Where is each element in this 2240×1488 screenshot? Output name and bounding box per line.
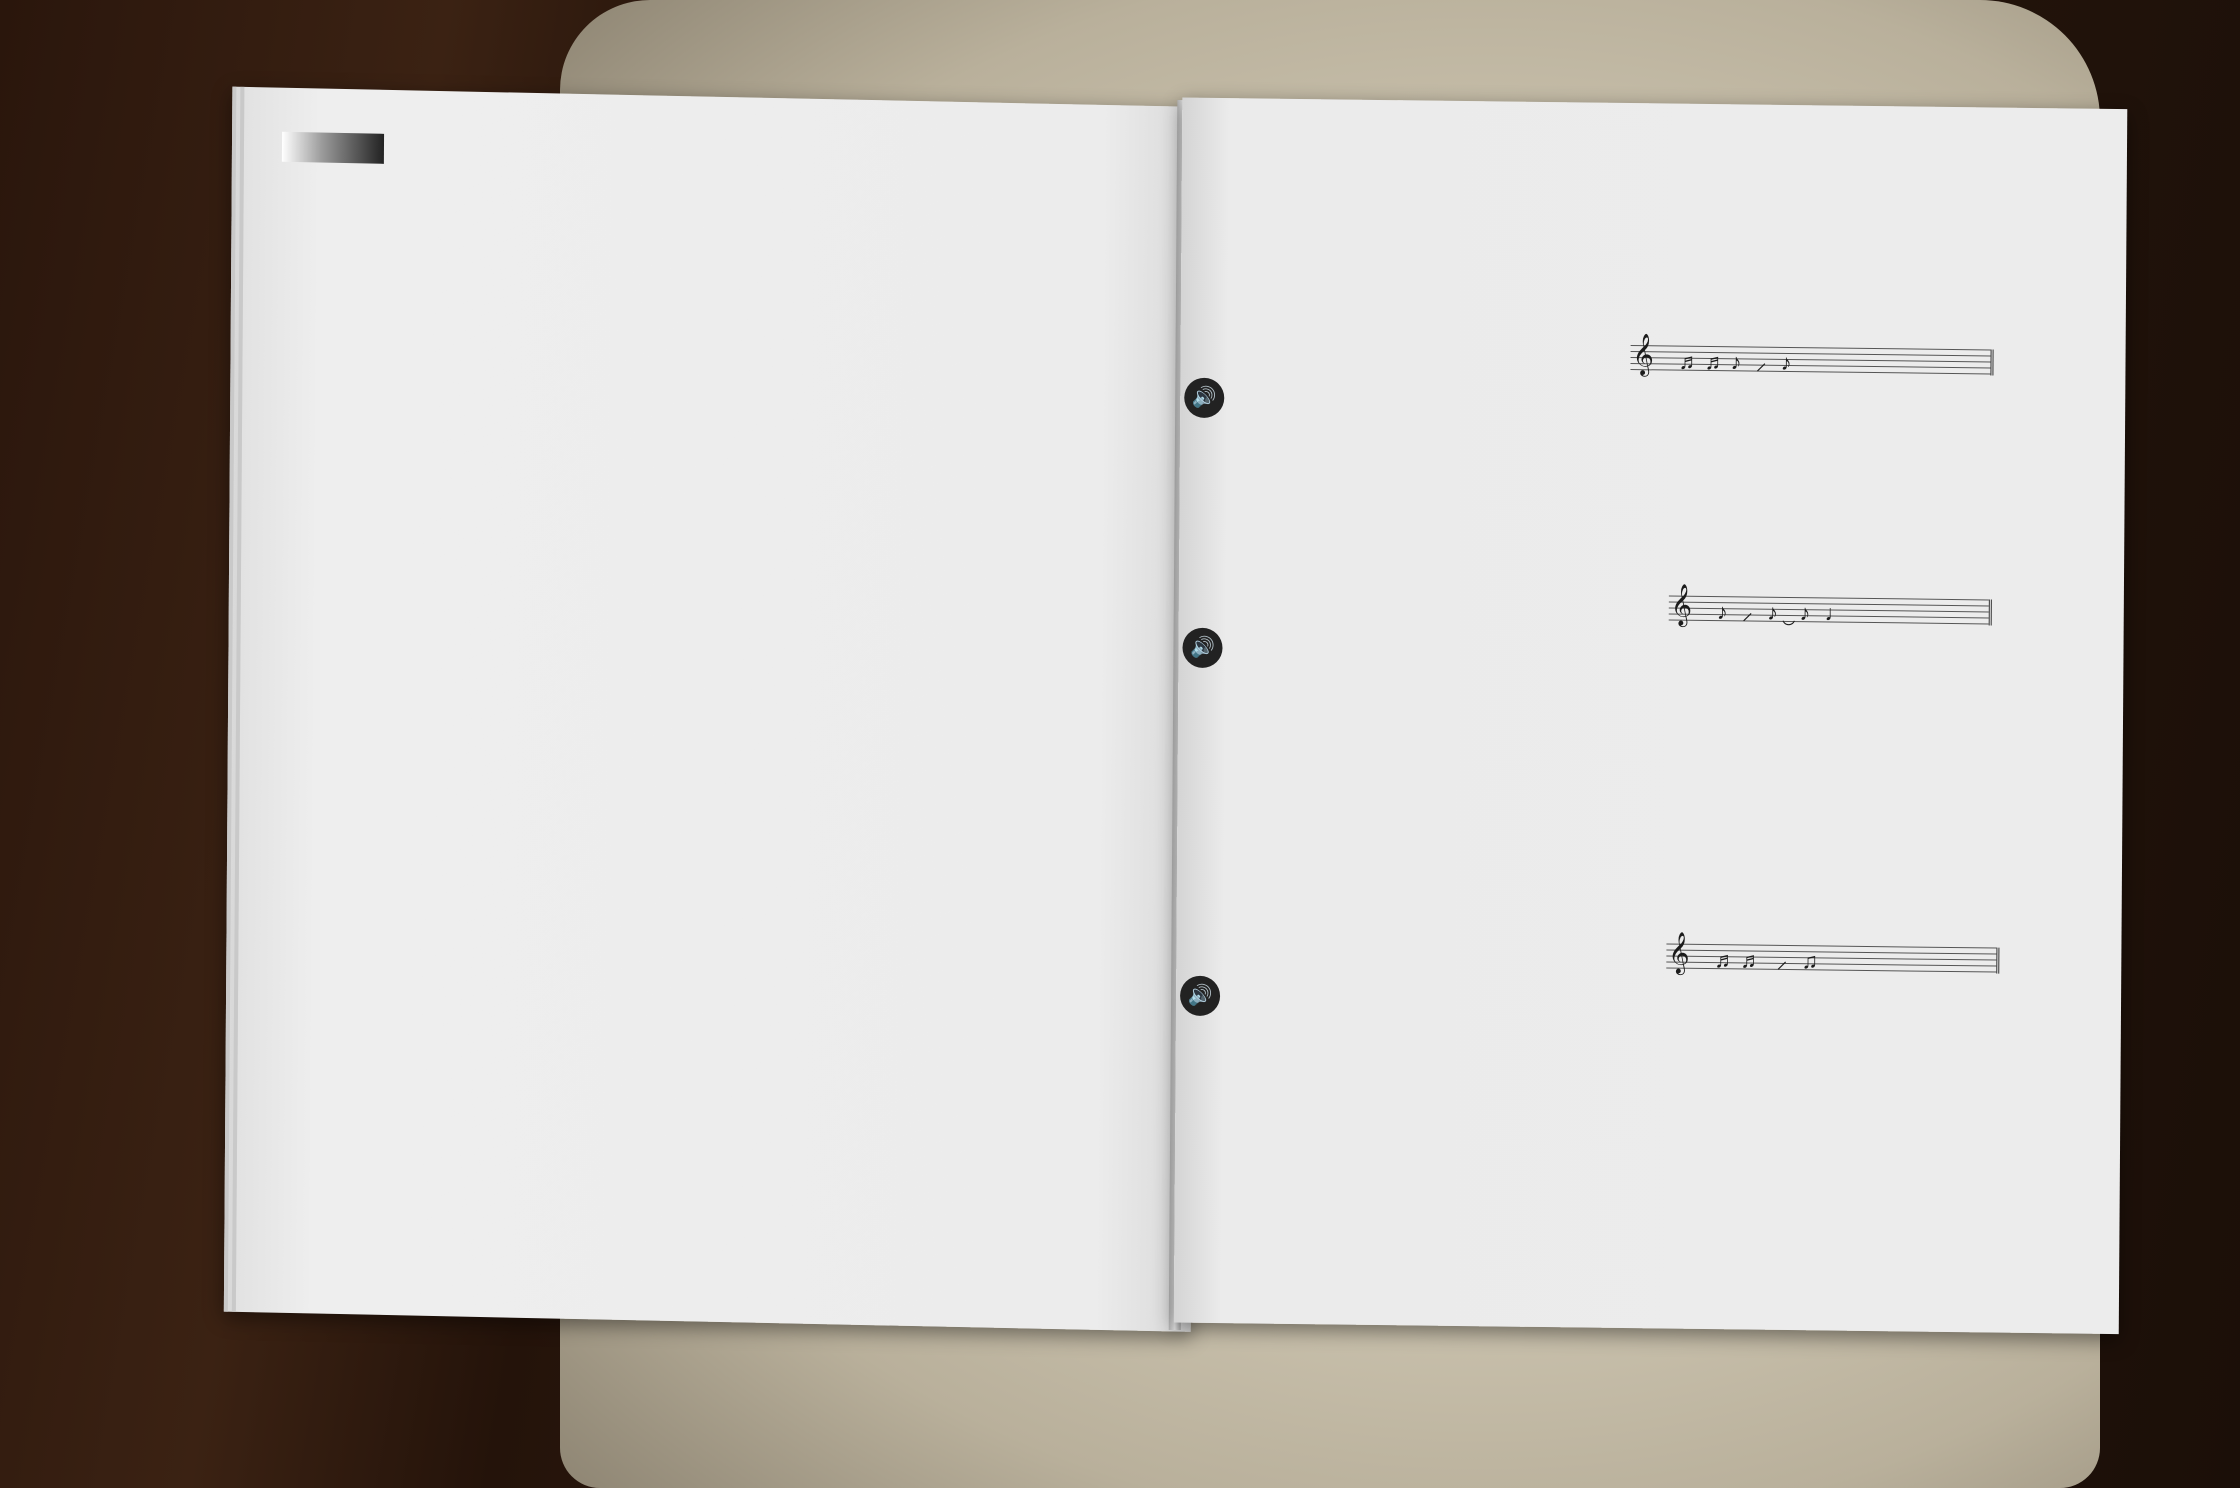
suggested-rhythm-1 bbox=[1520, 334, 2000, 388]
audio-speaker-icon[interactable]: 🔊 bbox=[1184, 378, 1224, 418]
audio-speaker-icon[interactable]: 🔊 bbox=[1180, 976, 1220, 1016]
basic-moves-intro bbox=[371, 645, 1051, 659]
progressions-intro bbox=[1281, 239, 1961, 247]
audio-speaker-icon[interactable]: 🔊 bbox=[1182, 628, 1222, 668]
suggested-rhythm-3 bbox=[1546, 932, 1996, 985]
rhythm-notes: ♬♬ ⸝ ♫ bbox=[1714, 947, 1823, 974]
treble-clef-icon: 𝄞 bbox=[1670, 584, 1693, 626]
rhythm-staff bbox=[1630, 334, 1993, 376]
left-page bbox=[224, 87, 1199, 1332]
suggested-rhythm-2 bbox=[1559, 584, 1999, 637]
open-songbook bbox=[224, 93, 2128, 1346]
rhythm-staff bbox=[1666, 932, 1999, 974]
rhythm-notes: ♪ ⸝ ♪‿♪ ♩ bbox=[1716, 599, 1851, 626]
treble-clef-icon: 𝄞 bbox=[1668, 932, 1690, 974]
right-page bbox=[1174, 98, 2127, 1335]
rhythm-staff bbox=[1669, 584, 1992, 626]
chapter-tab bbox=[282, 132, 384, 164]
treble-clef-icon: 𝄞 bbox=[1632, 334, 1654, 376]
rhythm-notes: ♬♬♪ ⸝ ♪ bbox=[1678, 348, 1796, 376]
